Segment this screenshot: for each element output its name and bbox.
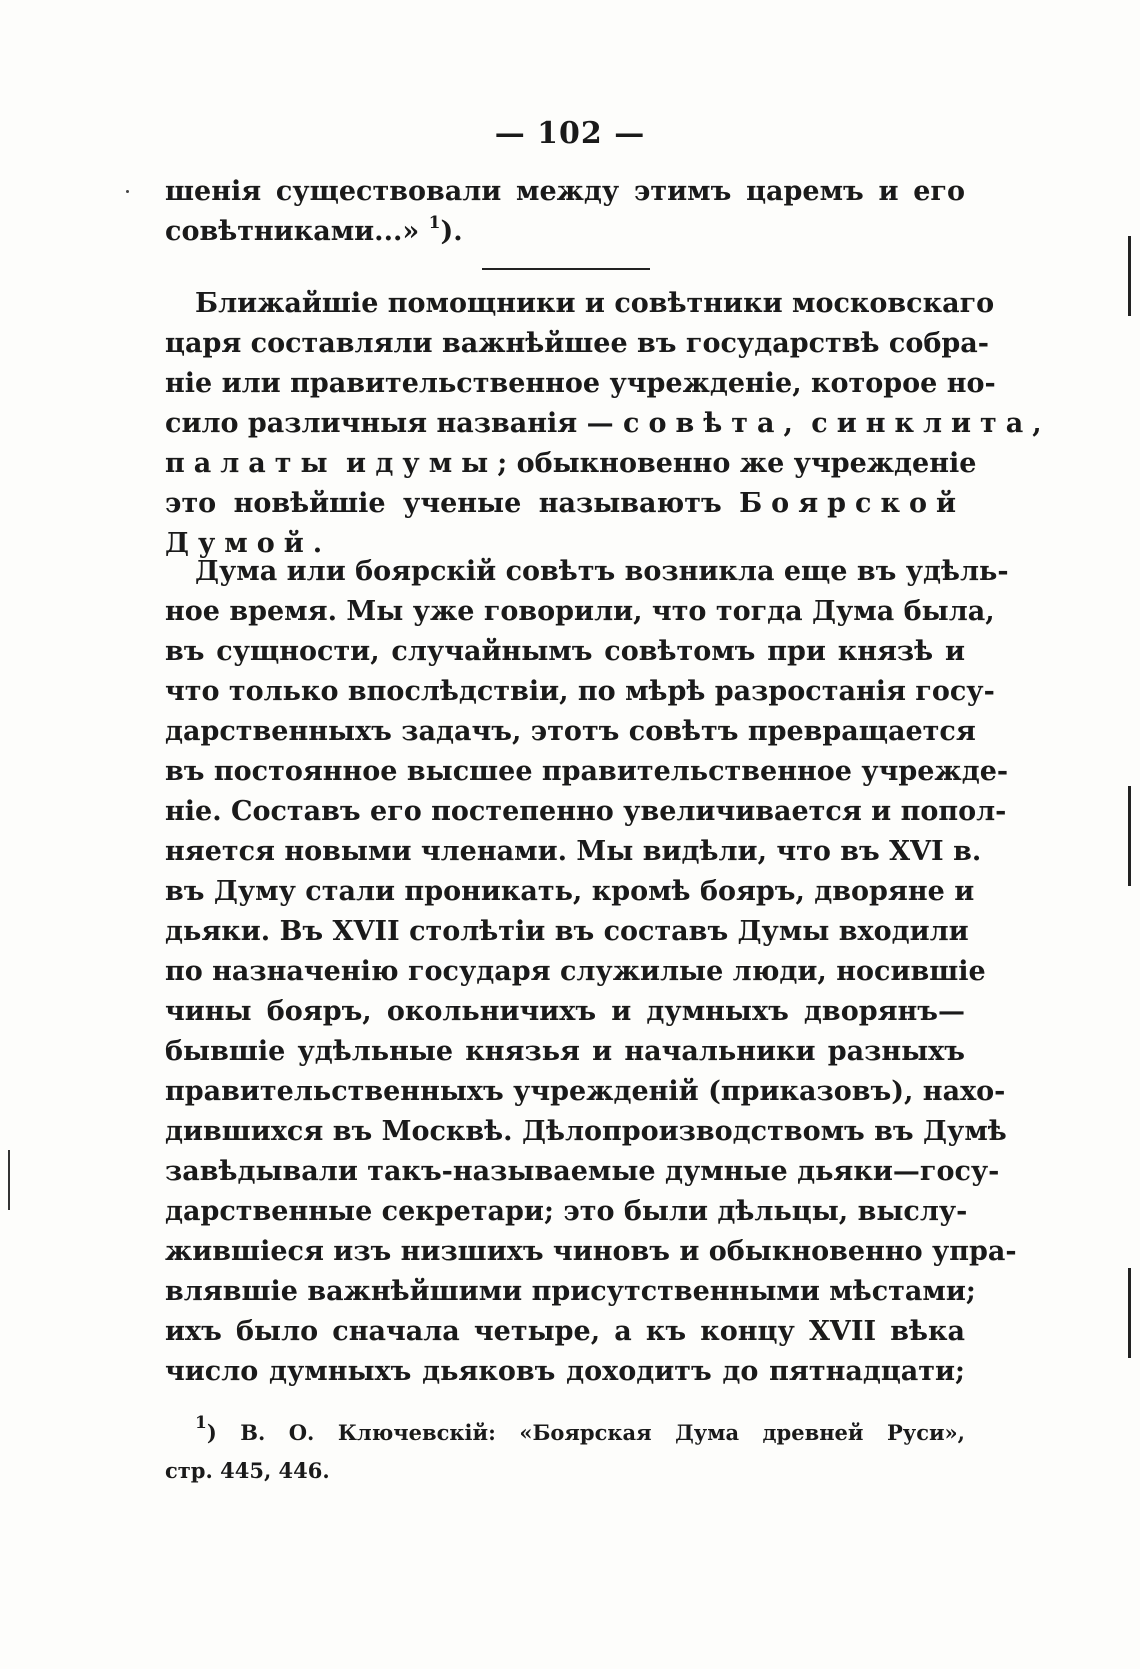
text-line: жившіеся изъ низшихъ чиновъ и обыкновенно упра- — [165, 1236, 1017, 1267]
text-line: ніе или правительственное учрежденіе, которое но- — [165, 368, 996, 399]
text-line: правительственныхъ учрежденій (приказовъ), нахо- — [165, 1076, 1006, 1107]
text-line: совѣтниками...» $^1$). — [165, 213, 463, 247]
text-line: дарственные секретари; это были дѣльцы, выслу- — [165, 1196, 968, 1227]
footnote-ref: 1 — [428, 213, 441, 233]
footnote-line: стр. 445, 446. — [165, 1458, 330, 1483]
text-line: Дума или боярскій совѣтъ возникла еще въ удѣль- — [195, 556, 1009, 587]
text-line: влявшіе важнѣйшими присутственными мѣстами; — [165, 1276, 976, 1307]
paragraph-2 — [165, 552, 1017, 1392]
text-line: въ сущности, случайнымъ совѣтомъ при князѣ и — [165, 636, 965, 667]
text-line: дарственныхъ задачъ, этотъ совѣтъ превращается — [165, 716, 976, 747]
text-line: это новѣйшіе ученые называютъ Боярской — [165, 488, 965, 519]
spaced-term: палаты — [165, 448, 337, 479]
spaced-term: синклита, — [811, 408, 1051, 439]
spaced-term: думы — [375, 448, 498, 479]
scan-edge-mark — [8, 1150, 10, 1210]
text-line: чины бояръ, окольничихъ и думныхъ дворянъ— — [165, 996, 965, 1027]
text-line: завѣдывали такъ-называемые думные дьяки—госу- — [165, 1156, 1000, 1187]
text-line: ніе. Составъ его постепенно увеличивается и попол- — [165, 796, 1007, 827]
spaced-term: Боярской — [739, 488, 965, 519]
text-line: Ближайшіе помощники и совѣтники московскаго — [195, 288, 995, 319]
scan-edge-mark — [1128, 1268, 1131, 1358]
text-line: сило различныя названія — совѣта, синклита, — [165, 408, 1051, 439]
continuation-text — [165, 172, 965, 252]
text-line: въ постоянное высшее правительственное учрежде- — [165, 756, 1009, 787]
spaced-term: совѣта, — [623, 408, 802, 439]
footnote — [165, 1414, 965, 1490]
scan-edge-mark — [1128, 786, 1131, 886]
page-number: — 102 — — [494, 116, 646, 151]
spaced-term: Думой. — [165, 528, 332, 559]
text-line: число думныхъ дьяковъ доходитъ до пятнадцати; — [165, 1356, 965, 1387]
text-line: палаты и думы; обыкновенно же учрежденіе — [165, 448, 977, 479]
text-line: дьяки. Въ XVII столѣтіи въ составъ Думы входили — [165, 916, 969, 947]
footnote-line: $^1$) В. О. Ключевскій: «Боярская Дума древней Руси», — [195, 1413, 965, 1445]
text-line: въ Думу стали проникать, кромѣ бояръ, дворяне и — [165, 876, 975, 907]
text-line: дившихся въ Москвѣ. Дѣлопроизводствомъ въ Думѣ — [165, 1116, 1007, 1147]
footnote-marker: 1 — [195, 1413, 207, 1433]
text-line: бывшіе удѣльные князья и начальники разныхъ — [165, 1036, 965, 1067]
text-line: царя составляли важнѣйшее въ государствѣ собра- — [165, 328, 989, 359]
section-divider — [482, 268, 650, 270]
text-line: ихъ было сначала четыре, а къ концу XVII вѣка — [165, 1316, 965, 1347]
paragraph-1 — [165, 284, 1051, 564]
text-line: что только впослѣдствіи, по мѣрѣ разростанія госу- — [165, 676, 995, 707]
text-line: шенія существовали между этимъ царемъ и его — [165, 176, 965, 207]
scan-edge-mark — [1128, 236, 1131, 316]
text-line: ное время. Мы уже говорили, что тогда Дума была, — [165, 596, 995, 627]
text-line: няется новыми членами. Мы видѣли, что въ XVI в. — [165, 836, 982, 867]
scan-speck — [126, 190, 129, 193]
text-line: по назначенію государя служилые люди, носившіе — [165, 956, 986, 987]
